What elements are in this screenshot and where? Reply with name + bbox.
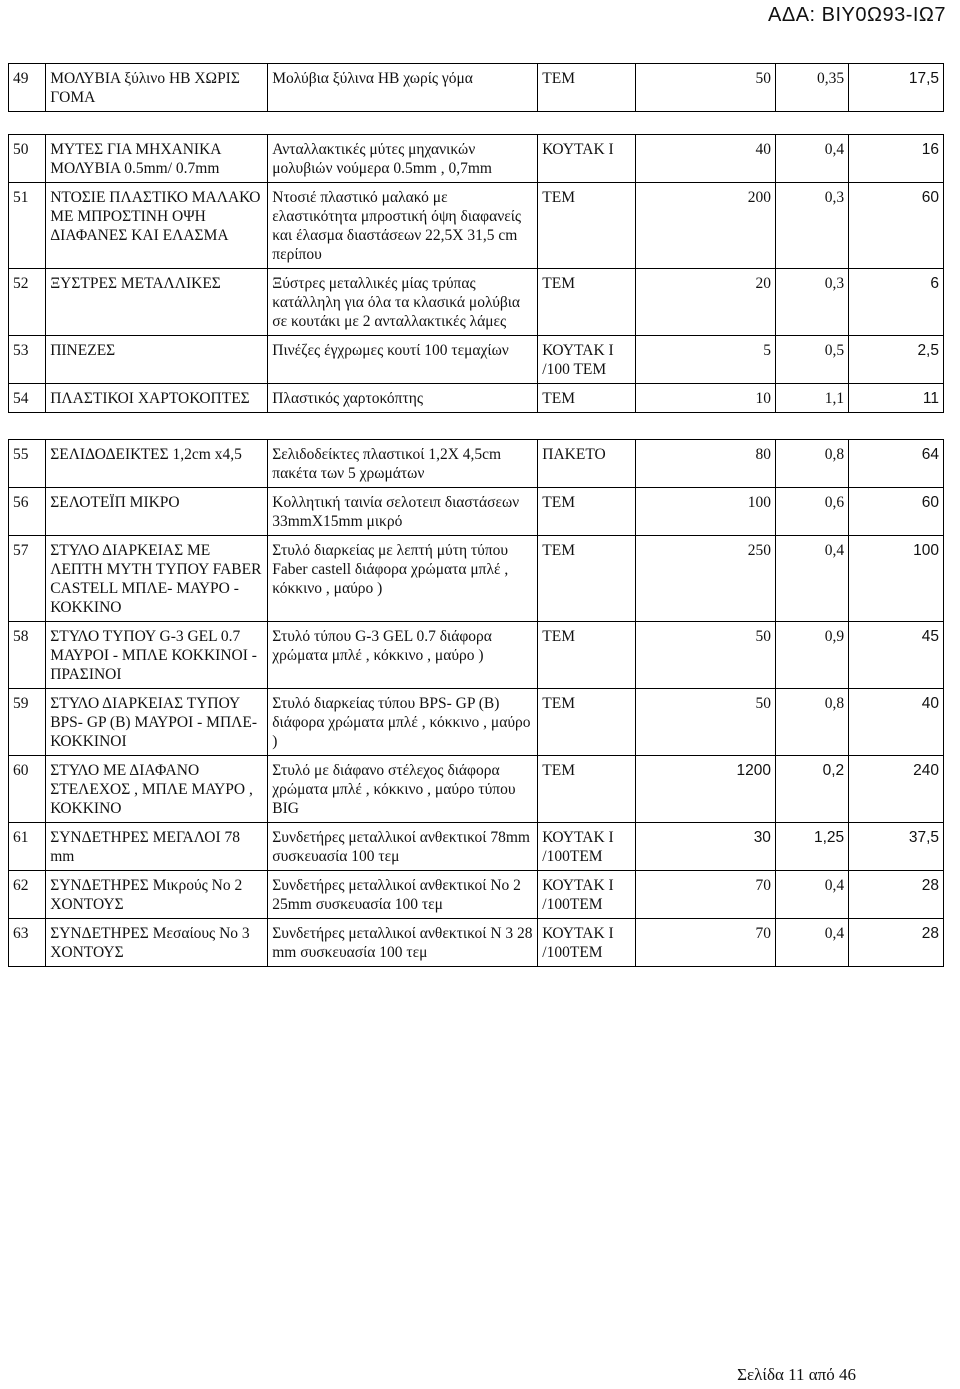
item-unit: ΚΟΥΤΑΚ Ι /100ΤΕΜ [538, 919, 635, 967]
item-name: ΜΥΤΕΣ ΓΙΑ ΜΗΧΑΝΙΚΑ ΜΟΛΥΒΙΑ 0.5mm/ 0.7mm [46, 135, 268, 183]
item-unit: ΤΕΜ [538, 689, 635, 756]
table-row [9, 183, 944, 269]
item-description: Σελιδοδείκτες πλαστικοί 1,2Χ 4,5cm πακέτα των 5 χρωμάτων [268, 440, 538, 488]
item-unit: ΠΑΚΕΤΟ [538, 440, 635, 488]
item-quantity: 70 [635, 919, 775, 967]
table-row [9, 135, 944, 183]
item-unit-price: 0,9 [775, 622, 848, 689]
item-unit-price: 0,5 [775, 336, 848, 384]
item-quantity: 50 [635, 622, 775, 689]
item-quantity: 200 [635, 183, 775, 269]
item-quantity: 30 [635, 823, 775, 871]
item-unit-price: 0,8 [775, 440, 848, 488]
item-name: ΣΤΥΛΟ ΔΙΑΡΚΕΙΑΣ ΤΥΠΟΥ BPS- GP (B) ΜΑΥΡΟΙ - ΜΠΛΕ- ΚΟΚΚΙΝΟΙ [46, 689, 268, 756]
item-unit-price: 0,4 [775, 135, 848, 183]
row-gap-cell [9, 112, 944, 135]
item-name: ΠΛΑΣΤΙΚΟΙ ΧΑΡΤΟΚΟΠΤΕΣ [46, 384, 268, 413]
item-description: Κολλητική ταινία σελοτειπ διαστάσεων 33mmX15mm μικρό [268, 488, 538, 536]
item-name: ΞΥΣΤΡΕΣ ΜΕΤΑΛΛΙΚΕΣ [46, 269, 268, 336]
item-number: 53 [9, 336, 46, 384]
item-quantity: 50 [635, 64, 775, 112]
item-quantity: 10 [635, 384, 775, 413]
item-unit-price: 0,2 [775, 756, 848, 823]
item-description: Ξύστρες μεταλλικές μίας τρύπας κατάλληλη για όλα τα κλασικά μολύβια σε κουτάκι με 2 ανταλλακτικές λάμες [268, 269, 538, 336]
item-description: Ανταλλακτικές μύτες μηχανικών μολυβιών νούμερα 0.5mm , 0,7mm [268, 135, 538, 183]
item-description: Συνδετήρες μεταλλικοί ανθεκτικοί Νο 2 25mm συσκευασία 100 τεμ [268, 871, 538, 919]
item-name: ΠΙΝΕΖΕΣ [46, 336, 268, 384]
item-unit: ΚΟΥΤΑΚ Ι [538, 135, 635, 183]
item-number: 59 [9, 689, 46, 756]
item-unit: ΤΕΜ [538, 183, 635, 269]
item-number: 61 [9, 823, 46, 871]
item-unit-price: 0,4 [775, 536, 848, 622]
item-unit-price: 0,3 [775, 183, 848, 269]
item-unit: ΤΕΜ [538, 756, 635, 823]
item-number: 57 [9, 536, 46, 622]
item-description: Στυλό διαρκείας με λεπτή μύτη τύπου Faber castell διάφορα χρώματα μπλέ , κόκκινο , μαύρο ) [268, 536, 538, 622]
item-quantity: 20 [635, 269, 775, 336]
table-row [9, 269, 944, 336]
item-total: 16 [849, 135, 944, 183]
item-description: Μολύβια ξύλινα HB χωρίς γόμα [268, 64, 538, 112]
item-unit-price: 0,8 [775, 689, 848, 756]
item-total: 6 [849, 269, 944, 336]
item-name: ΣΤΥΛΟ ΤΥΠΟΥ G-3 GEL 0.7 ΜΑΥΡΟΙ - ΜΠΛΕ ΚΟΚΚΙΝΟΙ - ΠΡΑΣΙΝΟΙ [46, 622, 268, 689]
item-total: 60 [849, 183, 944, 269]
item-description: Στυλό με διάφανο στέλεχος διάφορα χρώματα μπλέ , κόκκινο , μαύρο τύπου BIG [268, 756, 538, 823]
item-name: ΣΥΝΔΕΤΗΡΕΣ ΜΕΓΑΛΟΙ 78 mm [46, 823, 268, 871]
item-number: 55 [9, 440, 46, 488]
item-number: 52 [9, 269, 46, 336]
item-unit: ΤΕΜ [538, 64, 635, 112]
table-row [9, 488, 944, 536]
item-name: ΣΕΛΙΔΟΔΕΙΚΤΕΣ 1,2cm x4,5 [46, 440, 268, 488]
item-unit-price: 1,25 [775, 823, 848, 871]
items-table [8, 63, 944, 967]
item-unit: ΤΕΜ [538, 269, 635, 336]
item-name: ΜΟΛΥΒΙΑ ξύλινο HB ΧΩΡΙΣ ΓΟΜΑ [46, 64, 268, 112]
item-name: ΣΥΝΔΕΤΗΡΕΣ Μεσαίους Νο 3 ΧΟΝΤΟΥΣ [46, 919, 268, 967]
item-number: 54 [9, 384, 46, 413]
item-number: 62 [9, 871, 46, 919]
item-total: 240 [849, 756, 944, 823]
item-total: 40 [849, 689, 944, 756]
item-quantity: 1200 [635, 756, 775, 823]
item-total: 28 [849, 871, 944, 919]
item-unit-price: 0,35 [775, 64, 848, 112]
item-total: 37,5 [849, 823, 944, 871]
item-quantity: 40 [635, 135, 775, 183]
items-table-body [9, 64, 944, 967]
item-description: Ντοσιέ πλαστικό μαλακό με ελαστικότητα μπροστική όψη διαφανείς και έλασμα διαστάσεων 22,5Χ 31,5 cm περίπου [268, 183, 538, 269]
item-total: 11 [849, 384, 944, 413]
item-unit-price: 0,6 [775, 488, 848, 536]
item-total: 45 [849, 622, 944, 689]
item-number: 49 [9, 64, 46, 112]
item-total: 64 [849, 440, 944, 488]
item-description: Πινέζες έγχρωμες κουτί 100 τεμαχίων [268, 336, 538, 384]
item-description: Συνδετήρες μεταλλικοί ανθεκτικοί 78mm συσκευασία 100 τεμ [268, 823, 538, 871]
item-unit: ΤΕΜ [538, 622, 635, 689]
table-row [9, 689, 944, 756]
item-unit: ΚΟΥΤΑΚ Ι /100ΤΕΜ [538, 823, 635, 871]
item-quantity: 5 [635, 336, 775, 384]
item-description: Πλαστικός χαρτοκόπτης [268, 384, 538, 413]
item-unit-price: 0,4 [775, 871, 848, 919]
item-name: ΣΤΥΛΟ ΜΕ ΔΙΑΦΑΝΟ ΣΤΕΛΕΧΟΣ , ΜΠΛΕ ΜΑΥΡΟ , ΚΟΚΚΙΝΟ [46, 756, 268, 823]
table-row [9, 336, 944, 384]
item-name: ΣΥΝΔΕΤΗΡΕΣ Μικρούς Νο 2 ΧΟΝΤΟΥΣ [46, 871, 268, 919]
item-unit: ΚΟΥΤΑΚ Ι /100 ΤΕΜ [538, 336, 635, 384]
item-name: ΣΕΛΟΤΕΪΠ ΜΙΚΡΟ [46, 488, 268, 536]
item-total: 2,5 [849, 336, 944, 384]
item-unit: ΚΟΥΤΑΚ Ι /100ΤΕΜ [538, 871, 635, 919]
item-number: 63 [9, 919, 46, 967]
item-number: 60 [9, 756, 46, 823]
table-row [9, 440, 944, 488]
item-description: Στυλό τύπου G-3 GEL 0.7 διάφορα χρώματα μπλέ , κόκκινο , μαύρο ) [268, 622, 538, 689]
table-row [9, 64, 944, 112]
item-total: 17,5 [849, 64, 944, 112]
table-row [9, 384, 944, 413]
item-number: 56 [9, 488, 46, 536]
item-unit-price: 0,4 [775, 919, 848, 967]
table-row [9, 536, 944, 622]
item-quantity: 50 [635, 689, 775, 756]
table-row [9, 622, 944, 689]
item-quantity: 250 [635, 536, 775, 622]
item-unit-price: 1,1 [775, 384, 848, 413]
item-quantity: 80 [635, 440, 775, 488]
item-description: Στυλό διαρκείας τύπου BPS- GP (B) διάφορα χρώματα μπλέ , κόκκινο , μαύρο ) [268, 689, 538, 756]
table-row [9, 871, 944, 919]
item-unit: ΤΕΜ [538, 488, 635, 536]
item-unit: ΤΕΜ [538, 384, 635, 413]
row-gap-cell [9, 413, 944, 440]
item-quantity: 100 [635, 488, 775, 536]
item-number: 58 [9, 622, 46, 689]
item-number: 51 [9, 183, 46, 269]
item-name: ΝΤΟΣΙΕ ΠΛΑΣΤΙΚΟ ΜΑΛΑΚΟ ΜΕ ΜΠΡΟΣΤΙΝΗ ΟΨΗ ΔΙΑΦΑΝΕΣ ΚΑΙ ΕΛΑΣΜΑ [46, 183, 268, 269]
item-quantity: 70 [635, 871, 775, 919]
item-unit: ΤΕΜ [538, 536, 635, 622]
page-number: Σελίδα 11 από 46 [737, 1365, 856, 1384]
item-unit-price: 0,3 [775, 269, 848, 336]
row-gap [9, 112, 944, 135]
item-total: 28 [849, 919, 944, 967]
ada-code: ΑΔΑ: ΒΙΥ0Ω93-ΙΩ7 [768, 4, 946, 26]
item-name: ΣΤΥΛΟ ΔΙΑΡΚΕΙΑΣ ΜΕ ΛΕΠΤΗ ΜΥΤΗ ΤΥΠΟΥ FABER CASTELL ΜΠΛΕ- ΜΑΥΡΟ - ΚΟΚΚΙΝΟ [46, 536, 268, 622]
item-total: 60 [849, 488, 944, 536]
table-row [9, 919, 944, 967]
table-row [9, 756, 944, 823]
table-row [9, 823, 944, 871]
row-gap [9, 413, 944, 440]
item-description: Συνδετήρες μεταλλικοί ανθεκτικοί Ν 3 28 mm συσκευασία 100 τεμ [268, 919, 538, 967]
item-number: 50 [9, 135, 46, 183]
item-total: 100 [849, 536, 944, 622]
